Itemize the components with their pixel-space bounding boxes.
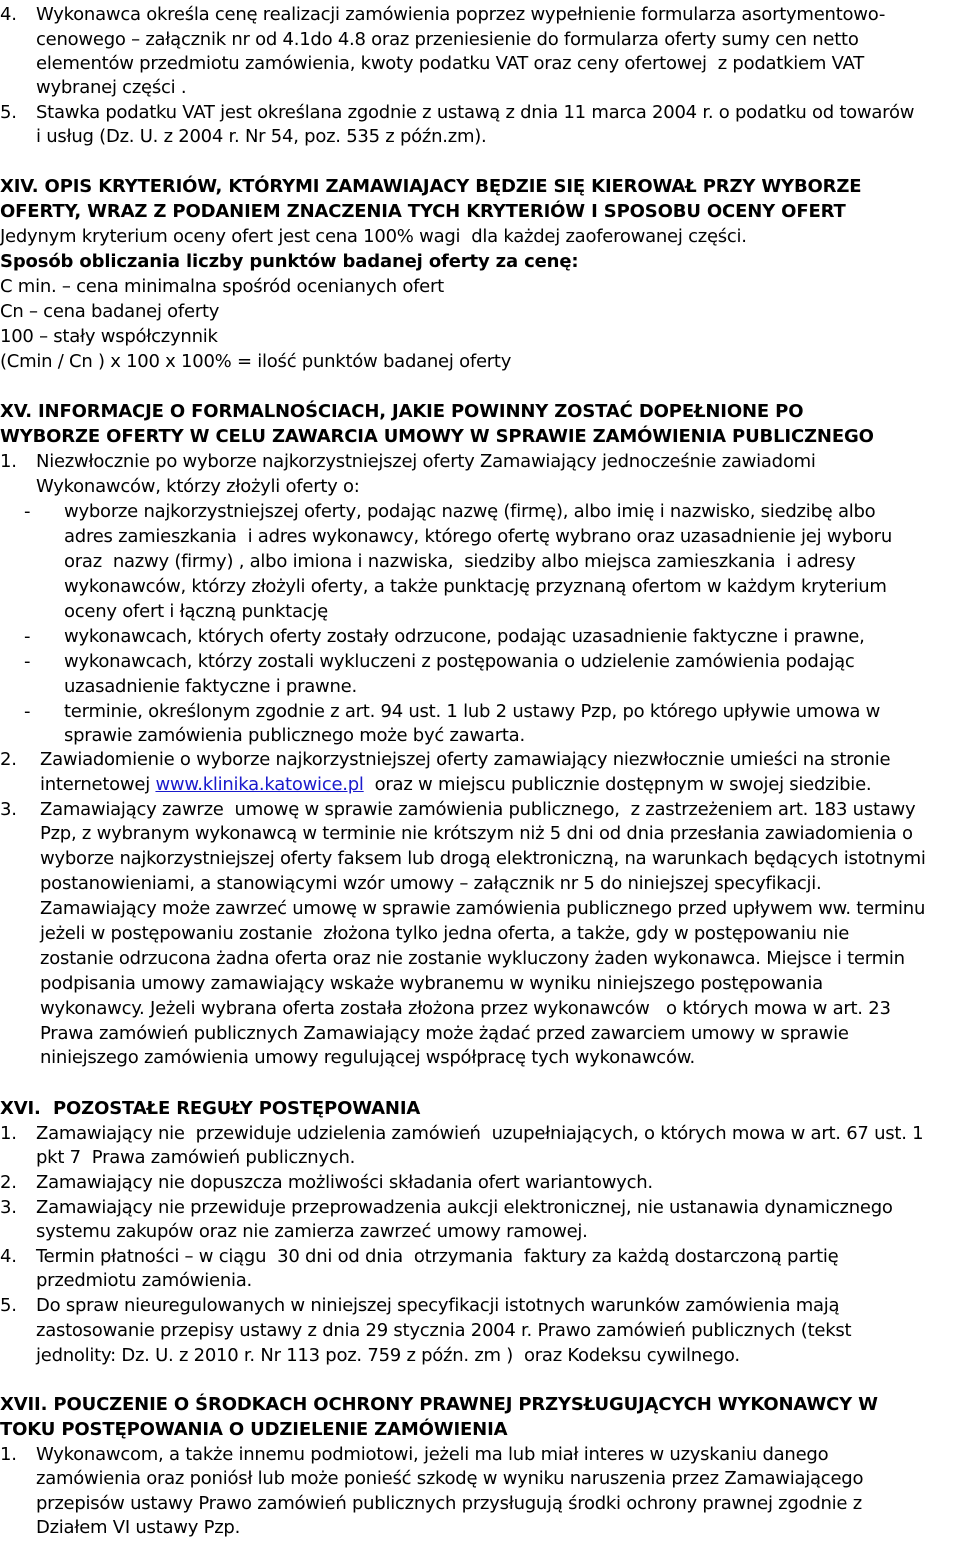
paragraph-line: zastosowanie przepisy ustawy z dnia 29 stycznia 2004 r. Prawo zamówień publicznych (tekst (36, 1320, 852, 1341)
formula-line: (Cmin / Cn ) x 100 x 100% = ilość punktów badanej oferty (0, 351, 512, 372)
paragraph-line: Jedynym kryterium oceny ofert jest cena 100% wagi dla każdej zaoferowanej części. (0, 226, 747, 247)
paragraph-text: oraz w miejscu publicznie dostępnym w swojej siedzibie. (363, 774, 872, 795)
paragraph-line: zamówienia oraz poniósł lub może ponieść szkodę w wyniku naruszenia przez Zamawiającego (36, 1468, 864, 1489)
paragraph-line: Zamawiający nie przewiduje udzielenia zamówień uzupełniających, o których mowa w art. 67 ust. 1 (36, 1123, 924, 1144)
list-number: 3. (0, 1197, 17, 1218)
section-heading: XIV. OPIS KRYTERIÓW, KTÓRYMI ZAMAWIAJACY BĘDZIE SIĘ KIEROWAŁ PRZY WYBORZE (0, 176, 862, 197)
paragraph-line: Wykonawcom, a także innemu podmiotowi, jeżeli ma lub miał interes w uzyskaniu danego (36, 1444, 829, 1465)
definition-line: Cn – cena badanej oferty (0, 301, 220, 322)
paragraph-line: wybranej części . (36, 77, 187, 98)
bullet-line: adres zamieszkania i adres wykonawcy, którego ofertę wybrano oraz uzasadnienie jej wyboru (64, 526, 892, 547)
paragraph-line: Wykonawca określa cenę realizacji zamówienia poprzez wypełnienie formularza asortymentowo- (36, 4, 886, 25)
paragraph-line: Prawa zamówień publicznych Zamawiający może żądać przed zawarciem umowy w sprawie (40, 1023, 849, 1044)
paragraph-line (40, 772, 871, 797)
section-heading: TOKU POSTĘPOWANIA O UDZIELENIE ZAMÓWIENIA (0, 1419, 508, 1440)
paragraph-line: Pzp, z wybranym wykonawcą w terminie nie krótszym niż 5 dni od dnia przesłania zawiadomienia o (40, 823, 913, 844)
list-number: 4. (0, 4, 17, 25)
bullet-line: wykonawcach, którzy zostali wykluczeni z postępowania o udzielenie zamówienia podając (64, 651, 855, 672)
paragraph-line: jednolity: Dz. U. z 2010 r. Nr 113 poz. 759 z późn. zm ) oraz Kodeksu cywilnego. (36, 1345, 740, 1366)
list-number: 5. (0, 1295, 17, 1316)
paragraph-line: Zamawiający nie przewiduje przeprowadzenia aukcji elektronicznej, nie ustanawia dynamicznego (36, 1197, 893, 1218)
bullet-line: wykonawców, którzy złożyli oferty, a także punktację przyznaną ofertom w każdym kryterium (64, 576, 887, 597)
paragraph-line: i usług (Dz. U. z 2004 r. Nr 54, poz. 535 z późn.zm). (36, 126, 487, 147)
subheading: Sposób obliczania liczby punktów badanej oferty za cenę: (0, 251, 579, 272)
paragraph-line: Stawka podatku VAT jest określana zgodnie z ustawą z dnia 11 marca 2004 r. o podatku od towarów (36, 102, 915, 123)
bullet-line: oceny ofert i łączną punktację (64, 601, 328, 622)
bullet-line: wyborze najkorzystniejszej oferty, podając nazwę (firmę), albo imię i nazwisko, siedzibę albo (64, 501, 876, 522)
paragraph-line: Działem VI ustawy Pzp. (36, 1517, 241, 1538)
paragraph-line: jeżeli w postępowaniu zostanie złożona tylko jedna oferta, a także, gdy w postępowaniu nie (40, 923, 850, 944)
paragraph-line: Niezwłocznie po wyborze najkorzystniejszej oferty Zamawiający jednocześnie zawiadomi (36, 451, 816, 472)
paragraph-line: przedmiotu zamówienia. (36, 1270, 252, 1291)
paragraph-line: systemu zakupów oraz nie zamierza zawrzeć umowy ramowej. (36, 1221, 588, 1242)
bullet-dash: - (24, 701, 31, 722)
paragraph-line: Do spraw nieuregulowanych w niniejszej specyfikacji istotnych warunków zamówienia mają (36, 1295, 840, 1316)
bullet-dash: - (24, 651, 31, 672)
paragraph-line: Zamawiający zawrze umowę w sprawie zamówienia publicznego, z zastrzeżeniem art. 183 ustawy (40, 799, 916, 820)
paragraph-line: pkt 7 Prawa zamówień publicznych. (36, 1147, 356, 1168)
list-number: 3. (0, 799, 17, 820)
paragraph-line: wykonawcy. Jeżeli wybrana oferta została złożona przez wykonawców o których mowa w art. 23 (40, 998, 891, 1019)
section-heading: XV. INFORMACJE O FORMALNOŚCIACH, JAKIE POWINNY ZOSTAĆ DOPEŁNIONE PO (0, 401, 804, 422)
paragraph-line: podpisania umowy zamawiający wskaże wybranemu w wyniku niniejszego postępowania (40, 973, 823, 994)
definition-line: C min. – cena minimalna spośród ocenianych ofert (0, 276, 444, 297)
paragraph-line: niniejszego zamówienia umowy regulującej współpracę tych wykonawców. (40, 1047, 696, 1068)
paragraph-line: cenowego – załącznik nr od 4.1do 4.8 oraz przeniesienie do formularza oferty sumy cen netto (36, 29, 859, 50)
paragraph-line: Zamawiający nie dopuszcza możliwości składania ofert wariantowych. (36, 1172, 653, 1193)
paragraph-line: wyborze najkorzystniejszej oferty faksem lub drogą elektroniczną, na warunkach będących istotnymi (40, 848, 926, 869)
definition-line: 100 – stały współczynnik (0, 326, 218, 347)
paragraph-line: Zawiadomienie o wyborze najkorzystniejszej oferty zamawiający niezwłocznie umieści na stronie (40, 749, 891, 770)
list-number: 4. (0, 1246, 17, 1267)
paragraph-text: internetowej (40, 774, 156, 795)
list-number: 5. (0, 102, 17, 123)
bullet-line: oraz nazwy (firmy) , albo imiona i nazwiska, siedziby albo miejsca zamieszkania i adresy (64, 551, 856, 572)
list-number: 1. (0, 451, 17, 472)
paragraph-line: elementów przedmiotu zamówienia, kwoty podatku VAT oraz ceny ofertowej z podatkiem VAT (36, 53, 864, 74)
paragraph-line: postanowieniami, a stanowiącymi wzór umowy – załącznik nr 5 do niniejszej specyfikacji. (40, 873, 822, 894)
list-number: 2. (0, 749, 17, 770)
section-heading: WYBORZE OFERTY W CELU ZAWARCIA UMOWY W SPRAWIE ZAMÓWIENIA PUBLICZNEGO (0, 426, 874, 447)
paragraph-line: Termin płatności – w ciągu 30 dni od dnia otrzymania faktury za każdą dostarczoną partię (36, 1246, 839, 1267)
paragraph-line: zostanie odrzucona żadna oferta oraz nie zostanie wykluczony żaden wykonawca. Miejsce i termin (40, 948, 905, 969)
bullet-line: wykonawcach, których oferty zostały odrzucone, podając uzasadnienie faktyczne i prawne, (64, 626, 865, 647)
bullet-dash: - (24, 626, 31, 647)
list-number: 1. (0, 1123, 17, 1144)
list-number: 1. (0, 1444, 17, 1465)
list-number: 2. (0, 1172, 17, 1193)
paragraph-line: Wykonawców, którzy złożyli oferty o: (36, 476, 360, 497)
bullet-line: uzasadnienie faktyczne i prawne. (64, 676, 357, 697)
bullet-dash: - (24, 501, 31, 522)
paragraph-line: Zamawiający może zawrzeć umowę w sprawie zamówienia publicznego przed upływem ww. terminu (40, 898, 926, 919)
website-link[interactable]: www.klinika.katowice.pl (155, 774, 364, 795)
bullet-line: sprawie zamówienia publicznego może być zawarta. (64, 725, 525, 746)
section-heading: XVII. POUCZENIE O ŚRODKACH OCHRONY PRAWNEJ PRZYSŁUGUJĄCYCH WYKONAWCY W (0, 1394, 878, 1415)
paragraph-line: przepisów ustawy Prawo zamówień publicznych przysługują środki ochrony prawnej zgodnie z (36, 1493, 862, 1514)
section-heading: XVI. POZOSTAŁE REGUŁY POSTĘPOWANIA (0, 1098, 421, 1119)
section-heading: OFERTY, WRAZ Z PODANIEM ZNACZENIA TYCH KRYTERIÓW I SPOSOBU OCENY OFERT (0, 201, 846, 222)
bullet-line: terminie, określonym zgodnie z art. 94 ust. 1 lub 2 ustawy Pzp, po którego upływie umowa w (64, 701, 881, 722)
